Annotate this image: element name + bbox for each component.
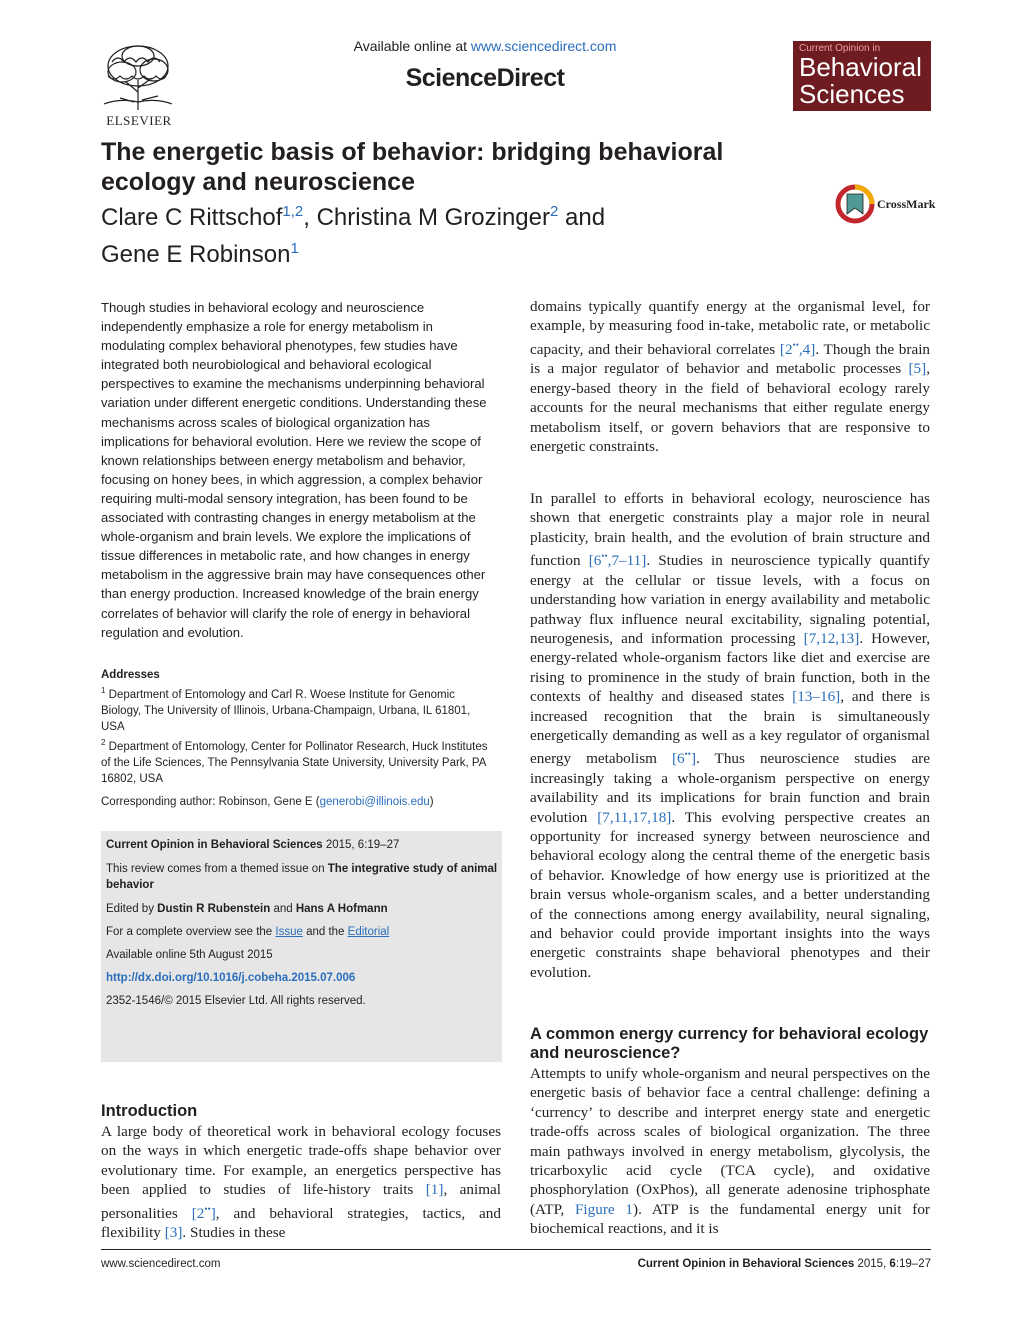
journal-logo[interactable]	[793, 41, 931, 111]
author-affiliation[interactable]: 1,2	[282, 203, 304, 220]
body-paragraph	[530, 489, 930, 982]
doi-link[interactable]: http://dx.doi.org/10.1016/j.cobeha.2015.07.006	[106, 972, 356, 984]
journal-name: Current Opinion in Behavioral Sciences	[106, 839, 323, 851]
author-separator: ,	[303, 204, 317, 231]
text-run: , and behavioral strategies, tactics, and flexibility	[101, 1204, 501, 1242]
footer-divider	[101, 1249, 931, 1250]
editorial-link[interactable]: Editorial	[347, 926, 390, 938]
elsevier-tree-icon	[98, 42, 178, 112]
introduction-paragraph	[101, 1122, 501, 1243]
editors-line	[106, 901, 498, 917]
reference-close: ]	[210, 1204, 216, 1222]
body-paragraph	[530, 1064, 930, 1239]
reference-link[interactable]: [1]	[425, 1181, 444, 1199]
reference-open: [2	[779, 340, 793, 358]
doi-line	[106, 970, 498, 986]
footer-website: www.sciencedirect.com	[101, 1258, 221, 1270]
overview-mid: and the	[302, 926, 348, 938]
article-title: The energetic basis of behavior: bridging behavioral ecology and neuroscience	[101, 138, 724, 196]
author-affiliation[interactable]: 1	[290, 240, 299, 257]
reference-link[interactable]: [5]	[908, 360, 927, 378]
text-run: . Thus neuroscience studies are increasingly taking a whole-organism perspective on energy availability and its implications for brain function and brain evolution	[530, 750, 930, 826]
journal-logo-line1: Behavioral	[799, 52, 922, 82]
editors-prefix: Edited by	[106, 903, 158, 915]
introduction-heading: Introduction	[101, 1102, 198, 1120]
text-run: Attempts to unify whole-organism and neural perspectives on the energetic basis of behavior face a central challenge: defining a ‘currency’ to describe and interpret energy state and energetic trade-offs across scales of biological organization. The three main pathways involved in energy metabolism, glycolysis, the tricarboxylic acid cycle (TCA cycle), and oxidative phosphorylation (OxPhos), all generate adenosine triphosphate (ATP,	[530, 1065, 930, 1218]
journal-logo-small-text: Current Opinion in	[799, 43, 881, 54]
address-number: 2	[101, 737, 106, 747]
editor-name: Hans A Hofmann	[295, 903, 388, 915]
reference-link[interactable]: [13–16]	[792, 688, 841, 706]
elsevier-wordmark: ELSEVIER	[106, 113, 172, 128]
text-run: ). ATP is the fundamental energy unit for biochemical reactions, and it is	[530, 1200, 930, 1238]
issue-link[interactable]: Issue	[275, 926, 303, 938]
reference-link[interactable]: [7,11,17,18]	[597, 808, 672, 826]
address-item	[101, 735, 496, 787]
sciencedirect-name: ScienceDirect	[405, 64, 565, 92]
author-affiliation[interactable]: 2	[550, 203, 559, 220]
crossmark-badge[interactable]	[835, 184, 935, 224]
text-run: . However, energy-related whole-organism factors like diet and exercise are rising to prominence in the study of brain function, both in the contexts of healthy and diseased states	[530, 629, 930, 706]
reference-link[interactable]: [7,12,13]	[803, 629, 860, 647]
journal-logo-line2: Sciences	[799, 79, 905, 109]
text-run: . Studies in these	[182, 1224, 286, 1242]
abstract: Though studies in behavioral ecology and neuroscience independently emphasize a role for energy metabolism in modulating complex behavioral phenotypes, few studies have integrated both neurobiological and behavioral ecological perspectives to examine the mechanisms underpinning behavioral variation under different energetic conditions. Understanding these mechanisms across scales of biological organization has implications for behavioral evolution. Here we review the scope of known relationships between energy metabolism and behavior, focusing on honey bees, in which aggression, a complex behavior requiring multi-modal sensory integration, has been found to be associated with contrasting changes in energy metabolism at the whole-organism and brain levels. We explore the implications of tissue differences in metabolic rate, and how changes in energy metabolism in the aggressive brain may have consequences other than energy production. Increased knowledge of the brain energy correlates of behavior will clarify the role of energy in behavioral regulation and evolution.	[101, 300, 487, 640]
corresponding-suffix: )	[429, 796, 434, 808]
text-run: In parallel to efforts in behavioral ecology, neuroscience has shown that energetic constraints play a major role in neural plasticity, brain health, and the evolution of brain structure and function	[530, 490, 930, 570]
text-run: . Studies in neuroscience typically quantify energy at the cellular or tissue levels, with a focus on understanding how variation in energy availability and metabolic pathway flux influence neural excitability, signaling potential, neurogenesis, and information processing	[530, 552, 930, 647]
available-online-line	[300, 38, 670, 54]
addresses-heading: Addresses	[101, 669, 160, 681]
corresponding-prefix: Corresponding author: Robinson, Gene E (	[101, 796, 320, 808]
crossmark-label: CrossMark	[877, 197, 936, 211]
editors-and: and	[270, 903, 296, 915]
text-run: domains typically quantify energy at the organismal level, for example, by measuring food in-take, metabolic rate, or metabolic capacity, and their behavioral correlates	[530, 298, 930, 358]
reference-close: ,4]	[798, 340, 816, 358]
footer-journal: Current Opinion in Behavioral Sciences	[637, 1258, 855, 1270]
address-item	[101, 683, 496, 735]
key-reference-marker: ••	[601, 551, 608, 562]
reference-close: ]	[690, 750, 696, 768]
addresses	[101, 667, 496, 787]
author-name[interactable]: Gene E Robinson	[101, 241, 291, 268]
author-separator: and	[558, 204, 606, 231]
text-run: A large body of theoretical work in behavioral ecology focuses on the ways in which energetic trade-offs shape behavior over evolutionary time. For example, an energetics perspective has been applied to studies of life-history traits	[101, 1123, 501, 1199]
corresponding-author	[101, 794, 501, 810]
overview-prefix: For a complete overview see the	[106, 926, 276, 938]
available-online-date: Available online 5th August 2015	[106, 949, 273, 961]
crossmark-icon	[835, 184, 875, 224]
reference-open: [2	[191, 1204, 205, 1222]
sciencedirect-link[interactable]: www.sciencedirect.com	[470, 38, 617, 54]
author-list	[101, 196, 721, 270]
key-reference-marker: ••	[204, 1203, 211, 1214]
figure-link[interactable]: Figure 1	[574, 1200, 634, 1218]
article-info-box	[101, 831, 502, 1062]
journal-citation: 2015, 6:19–27	[322, 839, 400, 851]
reference-link[interactable]	[192, 1205, 216, 1222]
reference-link[interactable]	[589, 552, 647, 569]
text-run: , animal personalities	[101, 1181, 501, 1222]
theme-name: The integrative study of animal behavior	[106, 863, 498, 891]
footer-volume: 6	[889, 1258, 896, 1270]
text-run: , and there is increased recognition that the brain is simultaneously energetically demanding as well as a key regulator of organismal energy metabolism	[530, 688, 930, 768]
text-run: , energy-based theory in the field of behavioral ecology rarely accounts for the neural mechanisms that either regulate energy metabolism itself, or govern behaviors that are responsive to energetic constraints.	[530, 360, 930, 455]
reference-link[interactable]	[672, 750, 696, 767]
editor-name: Dustin R Rubenstein	[157, 903, 271, 915]
reference-open: [6	[588, 552, 602, 570]
copyright-line: 2352-1546/© 2015 Elsevier Ltd. All rights reserved.	[106, 995, 366, 1007]
text-run: . Though the brain is a major regulator of behavior and metabolic processes	[530, 340, 931, 378]
available-online-prefix: Available online at	[353, 38, 471, 54]
reference-link[interactable]	[780, 341, 815, 358]
body-paragraph	[530, 297, 930, 456]
address-number: 1	[101, 686, 106, 695]
theme-line	[106, 861, 498, 893]
text-run: . This evolving perspective creates an opportunity for increased synergy between neuroscience and behavioral ecology along the central theme of the energetic basis of behavior. Knowledge of how energy use is prioritized at the brain versus whole-organism scales, and a better understanding of the connections among energy availability, neural signaling, and behavior could provide important insights into the ways energetic constraints shape behavioral phenotypes and their evolution.	[530, 808, 931, 981]
reference-open: [6	[671, 750, 685, 768]
elsevier-logo	[98, 42, 180, 130]
corresponding-email-link[interactable]: generobi@illinois.edu	[319, 796, 430, 808]
author-name[interactable]: Clare C Rittschof	[101, 204, 283, 231]
theme-prefix: This review comes from a themed issue on	[106, 863, 328, 875]
address-text: Department of Entomology, Center for Pollinator Research, Huck Institutes of the Life Sciences, The Pennsylvania State University, University Park, PA 16802, USA	[101, 740, 488, 785]
footer-year: 2015,	[854, 1258, 890, 1270]
author-name[interactable]: Christina M Grozinger	[316, 204, 550, 231]
address-text: Department of Entomology and Carl R. Woese Institute for Genomic Biology, The University of Illinois, Urbana-Champaign, Urbana, IL 61801, USA	[101, 688, 471, 733]
key-reference-marker: ••	[684, 749, 691, 760]
key-reference-marker: ••	[792, 339, 799, 350]
reference-close: ,7–11]	[607, 552, 647, 570]
footer-pages: :19–27	[895, 1258, 931, 1270]
reference-link[interactable]: [3]	[164, 1224, 183, 1242]
section-heading: A common energy currency for behavioral ecology and neuroscience?	[530, 1025, 929, 1062]
citation-line	[106, 837, 498, 853]
overview-line	[106, 924, 498, 940]
footer-citation	[560, 1258, 931, 1270]
